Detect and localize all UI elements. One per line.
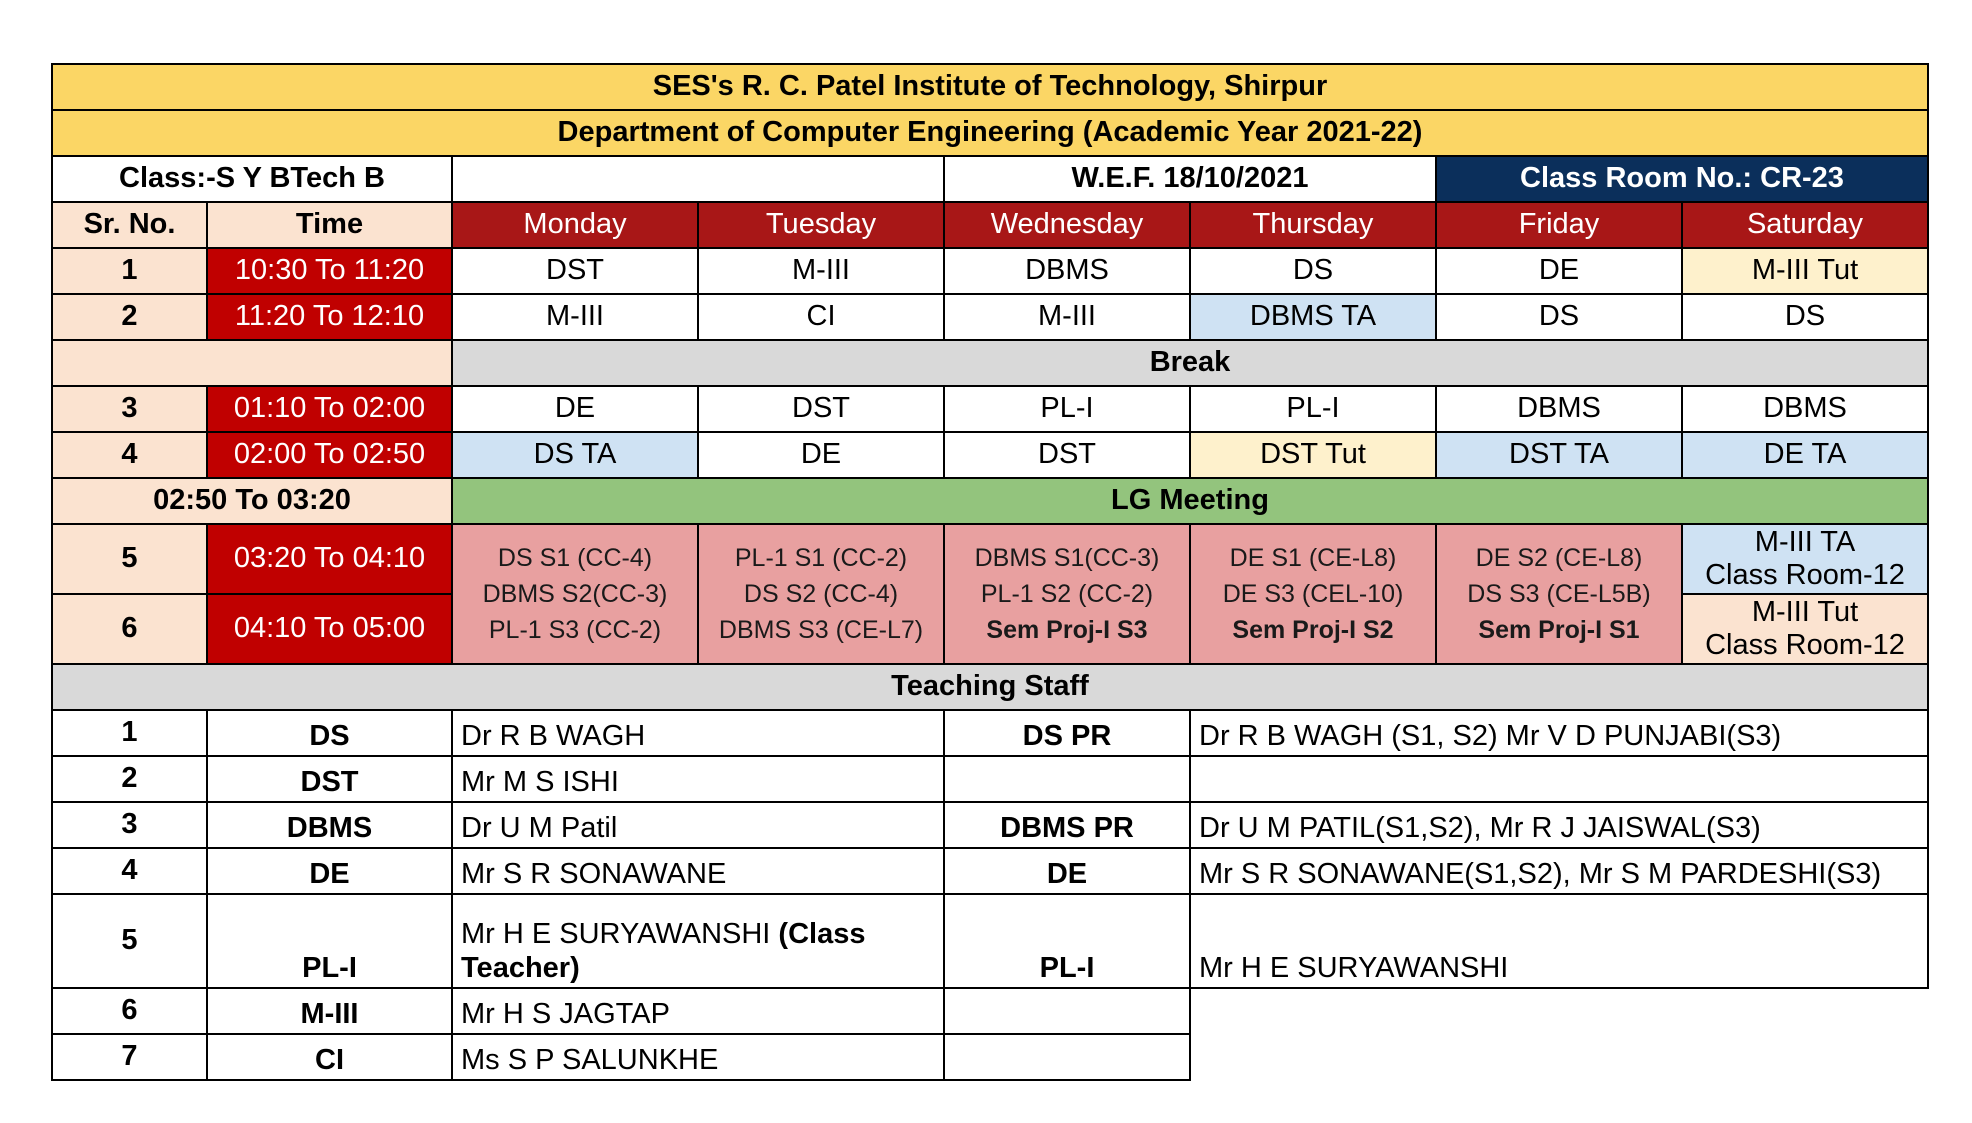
schedule-cell: DBMS [1682, 386, 1928, 432]
period-number: 1 [52, 248, 207, 294]
staff-name: Ms S P SALUNKHE [452, 1034, 944, 1080]
day-monday: Monday [452, 202, 698, 248]
practical-staff: Mr H E SURYAWANSHI [1190, 894, 1928, 988]
staff-name: Mr H S JAGTAP [452, 988, 944, 1034]
schedule-cell: DS [1682, 294, 1928, 340]
schedule-cell: DE [698, 432, 944, 478]
class-label: Class:-S Y BTech B [52, 156, 452, 202]
class-room-label: Class Room No.: CR-23 [1436, 156, 1928, 202]
lab-line: PL-1 S2 (CC-2) [980, 579, 1154, 608]
staff-subject: DE [207, 848, 452, 894]
period-time: 10:30 To 11:20 [207, 248, 452, 294]
staff-number: 4 [52, 848, 207, 894]
day-tuesday: Tuesday [698, 202, 944, 248]
staff-subject: DS [207, 710, 452, 756]
lab-line: DE S3 (CEL-10) [1222, 579, 1404, 608]
staff-row [52, 710, 1928, 756]
period-time: 04:10 To 05:00 [207, 594, 452, 664]
staff-name: Mr M S ISHI [452, 756, 944, 802]
lab-line: DBMS S1(CC-3) [974, 543, 1160, 572]
lab-line: Sem Proj-I S2 [1232, 616, 1394, 645]
lab-line: Sem Proj-I S1 [1478, 616, 1640, 645]
period-row-2 [52, 294, 1928, 340]
practical-staff: Mr S R SONAWANE(S1,S2), Mr S M PARDESHI(S3) [1190, 848, 1928, 894]
sr-no-header: Sr. No. [52, 202, 207, 248]
staff-subject: DST [207, 756, 452, 802]
schedule-cell: DS [1436, 294, 1682, 340]
practical-subject [944, 988, 1190, 1034]
lab-line: DE S1 (CE-L8) [1229, 543, 1397, 572]
staff-row [52, 848, 1928, 894]
staff-row [52, 802, 1928, 848]
staff-name: Dr R B WAGH [452, 710, 944, 756]
practical-staff: Dr R B WAGH (S1, S2) Mr V D PUNJABI(S3) [1190, 710, 1928, 756]
practical-subject: DBMS PR [944, 802, 1190, 848]
department-title: Department of Computer Engineering (Academic Year 2021-22) [52, 110, 1928, 156]
staff-number: 1 [52, 710, 207, 756]
lab-line: M-III Tut [1751, 595, 1859, 628]
schedule-cell: M-III [452, 294, 698, 340]
lab-cell-tuesday [698, 524, 944, 664]
break-label: Break [452, 340, 1928, 386]
schedule-cell: DE [452, 386, 698, 432]
staff-row [52, 894, 1928, 988]
lab-cell-monday [452, 524, 698, 664]
lab-line: DS S2 (CC-4) [743, 579, 899, 608]
schedule-cell: DST TA [1436, 432, 1682, 478]
schedule-cell: DST Tut [1190, 432, 1436, 478]
lg-meeting-label: LG Meeting [452, 478, 1928, 524]
practical-subject: PL-I [944, 894, 1190, 988]
schedule-cell: DS TA [452, 432, 698, 478]
staff-number: 3 [52, 802, 207, 848]
empty-area [1190, 1034, 1928, 1080]
schedule-cell: CI [698, 294, 944, 340]
practical-subject: DE [944, 848, 1190, 894]
period-time: 03:20 To 04:10 [207, 524, 452, 594]
lab-line: DE S2 (CE-L8) [1475, 543, 1643, 572]
staff-name: Dr U M Patil [452, 802, 944, 848]
staff-subject: CI [207, 1034, 452, 1080]
institute-title: SES's R. C. Patel Institute of Technology, Shirpur [52, 64, 1928, 110]
lab-cell-wednesday [944, 524, 1190, 664]
day-thursday: Thursday [1190, 202, 1436, 248]
lab-line: M-III TA [1754, 525, 1856, 558]
period-number: 3 [52, 386, 207, 432]
staff-subject: PL-I [207, 894, 452, 988]
lab-cell-friday [1436, 524, 1682, 664]
period-time: 02:00 To 02:50 [207, 432, 452, 478]
time-header: Time [207, 202, 452, 248]
staff-number: 6 [52, 988, 207, 1034]
staff-name: Mr S R SONAWANE [452, 848, 944, 894]
staff-number: 7 [52, 1034, 207, 1080]
schedule-cell: DE TA [1682, 432, 1928, 478]
practical-subject [944, 756, 1190, 802]
schedule-cell: DBMS [1436, 386, 1682, 432]
period-number: 5 [52, 524, 207, 594]
schedule-cell: DBMS TA [1190, 294, 1436, 340]
lab-line: DS S1 (CC-4) [497, 543, 653, 572]
period-number: 4 [52, 432, 207, 478]
period-row-4 [52, 432, 1928, 478]
lab-cell-thursday [1190, 524, 1436, 664]
period-number: 2 [52, 294, 207, 340]
schedule-cell: DBMS [944, 248, 1190, 294]
staff-number: 2 [52, 756, 207, 802]
schedule-cell: M-III Tut [1682, 248, 1928, 294]
wef-date: W.E.F. 18/10/2021 [944, 156, 1436, 202]
timetable [51, 63, 1929, 1081]
day-saturday: Saturday [1682, 202, 1928, 248]
schedule-cell: M-III [698, 248, 944, 294]
lab-line: Class Room-12 [1705, 559, 1905, 591]
day-friday: Friday [1436, 202, 1682, 248]
schedule-cell: DS [1190, 248, 1436, 294]
lab-line: DBMS S3 (CE-L7) [718, 616, 924, 645]
schedule-cell: DST [944, 432, 1190, 478]
teaching-staff-title: Teaching Staff [52, 664, 1928, 710]
lab-cell-saturday-bottom [1682, 594, 1928, 664]
lg-time: 02:50 To 03:20 [52, 478, 452, 524]
staff-row [52, 988, 1928, 1034]
period-time: 11:20 To 12:10 [207, 294, 452, 340]
lab-line: PL-1 S3 (CC-2) [488, 616, 662, 645]
period-row-1 [52, 248, 1928, 294]
period-time: 01:10 To 02:00 [207, 386, 452, 432]
schedule-cell: DST [698, 386, 944, 432]
period-row-3 [52, 386, 1928, 432]
schedule-cell: M-III [944, 294, 1190, 340]
staff-name-text: Mr H E SURYAWANSHI [461, 918, 779, 951]
schedule-cell: PL-I [1190, 386, 1436, 432]
practical-subject [944, 1034, 1190, 1080]
class-teacher-note: Teacher) [461, 951, 580, 984]
break-spacer [52, 340, 452, 386]
schedule-cell: DE [1436, 248, 1682, 294]
lab-line: PL-1 S1 (CC-2) [734, 543, 908, 572]
lab-line: Sem Proj-I S3 [986, 616, 1148, 645]
lab-line: Class Room-12 [1705, 629, 1905, 661]
staff-subject: DBMS [207, 802, 452, 848]
day-wednesday: Wednesday [944, 202, 1190, 248]
staff-subject: M-III [207, 988, 452, 1034]
staff-row [52, 1034, 1928, 1080]
lab-line: DBMS S2(CC-3) [482, 579, 668, 608]
schedule-cell: PL-I [944, 386, 1190, 432]
lab-line: DS S3 (CE-L5B) [1467, 579, 1651, 608]
practical-staff [1190, 756, 1928, 802]
staff-number: 5 [52, 894, 207, 988]
blank-cell [452, 156, 944, 202]
staff-name [452, 894, 944, 988]
period-number: 6 [52, 594, 207, 664]
schedule-cell: DST [452, 248, 698, 294]
practical-subject: DS PR [944, 710, 1190, 756]
lab-cell-saturday-top [1682, 524, 1928, 594]
practical-staff: Dr U M PATIL(S1,S2), Mr R J JAISWAL(S3) [1190, 802, 1928, 848]
class-teacher-note: (Class [778, 918, 866, 951]
staff-row [52, 756, 1928, 802]
empty-area [1190, 988, 1928, 1034]
